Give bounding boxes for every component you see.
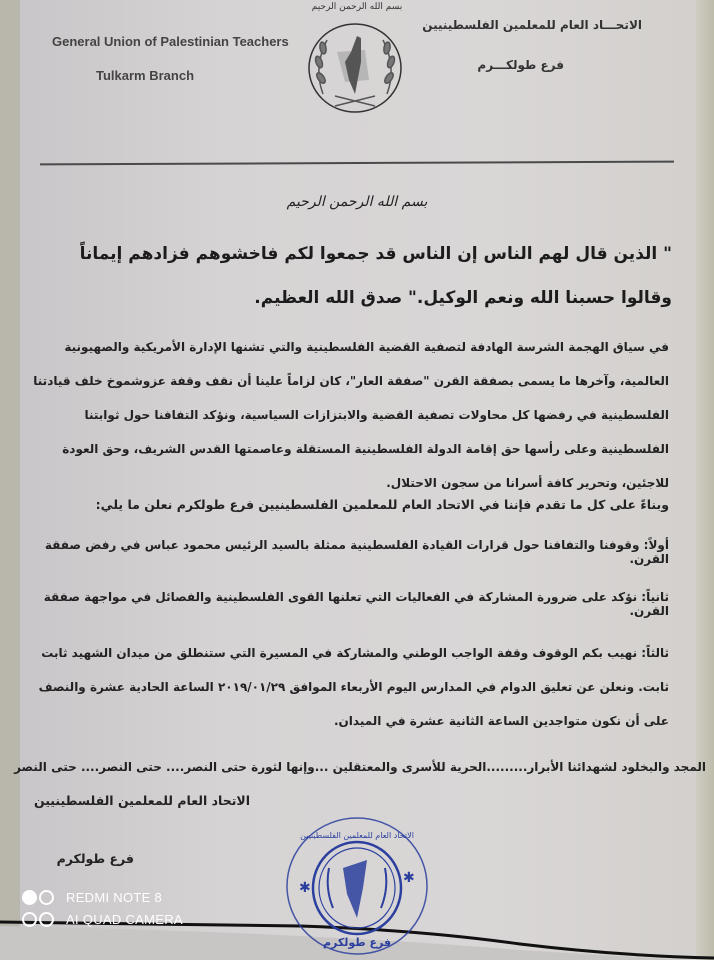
paragraph-intro: وبناءً على كل ما تقدم فإننا في الاتحاد العام للمعلمين الفلسطينيين فرع طولكرم نعلن ما يلي:	[95, 497, 669, 512]
declaration-item-1: أولاً: وقوفنا والتفافنا حول قرارات القيادة الفلسطينية ممثلة بالسيد الرئيس محمود عباس في رفض صفقة القرن.	[44, 538, 669, 566]
signature-branch: فرع طولكرم	[56, 851, 134, 866]
official-stamp-icon	[285, 808, 430, 958]
infinity-icon	[22, 912, 66, 927]
page-edge	[696, 0, 714, 960]
declaration-item-2: ثانياً: نؤكد على ضرورة المشاركة في الفعاليات التي تعلنها القوى الفلسطينية والفصائل في مواجهة صفقة القرن.	[43, 590, 669, 618]
stamp-text-bottom: فرع طولكرم	[322, 936, 392, 949]
camera-lens-icon	[22, 890, 66, 905]
stamp-text-top: الاتحاد العام للمعلمين الفلسطينيين	[300, 831, 414, 840]
header-basmala: بسم الله الرحمن الرحيم	[311, 2, 403, 12]
body-basmala: بسم الله الرحمن الرحيم	[286, 194, 428, 210]
signature-org: الاتحاد العام للمعلمين الفلسطينيين	[33, 793, 250, 808]
quran-verse: " الذين قال لهم الناس إن الناس قد جمعوا لكم فاخشوهم فزادهم إيماناً وقالوا حسبنا الله ونعم الوكيل." صدق الله العظيم.	[79, 244, 672, 308]
org-name-arabic: الاتحـــاد العام للمعلمين الفلسطينيين	[422, 18, 642, 32]
stamp-star-right-icon: ✱	[403, 870, 415, 886]
camera-model: REDMI NOTE 8	[66, 889, 163, 905]
camera-label: AI QUAD CAMERA	[66, 911, 183, 927]
org-name-english: General Union of Palestinian Teachers	[52, 34, 289, 49]
paragraph-context: في سياق الهجمة الشرسة الهادفة لتصفية القضية الفلسطينية والتي تشنها الإدارة الأمريكية والصهيونية العالمية، وآخرها ما يسمى بصفقة القرن "صفقة العار"، كان لزاماً علينا أن نقف وقفة عزوشموخ خلف قيادتنا الفلسطينية في رفضها كل محاولات تصفية القضية والابتزازات السياسية، ونؤكد التفافنا حول ثوابتنا الفلسطينية وعلى رأسها حق إقامة الدولة الفلسطينية المستقلة وعاصمتها القدس الشريف، وحق العودة للاجئين، وتحرير كافة أسرانا من سجون الاحتلال.	[33, 340, 669, 490]
union-emblem-icon	[305, 22, 405, 114]
branch-name-arabic: فرع طولكـــرم	[477, 58, 564, 72]
declaration-item-3: ثالثاً: نهيب بكم الوقوف وقفة الواجب الوطني والمشاركة في المسيرة التي ستنطلق من ميدان الشهيد ثابت ثابت. ونعلن عن تعليق الدوام في المدارس اليوم الأربعاء الموافق ٢٠١٩/٠١/٢٩ الساعة الحادية عشرة والنصف على أن نكون متواجدين الساعة الثانية عشرة في الميدان.	[38, 646, 669, 728]
closing-slogan: المجد والبخلود لشهدائنا الأبرار.........الحرية للأسرى والمعتقلين ...وإنها لثورة حتى النصر.... حتى النصر.... حتى النصر	[14, 760, 706, 774]
stamp-star-left-icon: ✱	[299, 880, 311, 896]
branch-name-english: Tulkarm Branch	[96, 68, 195, 83]
camera-watermark	[22, 886, 183, 930]
